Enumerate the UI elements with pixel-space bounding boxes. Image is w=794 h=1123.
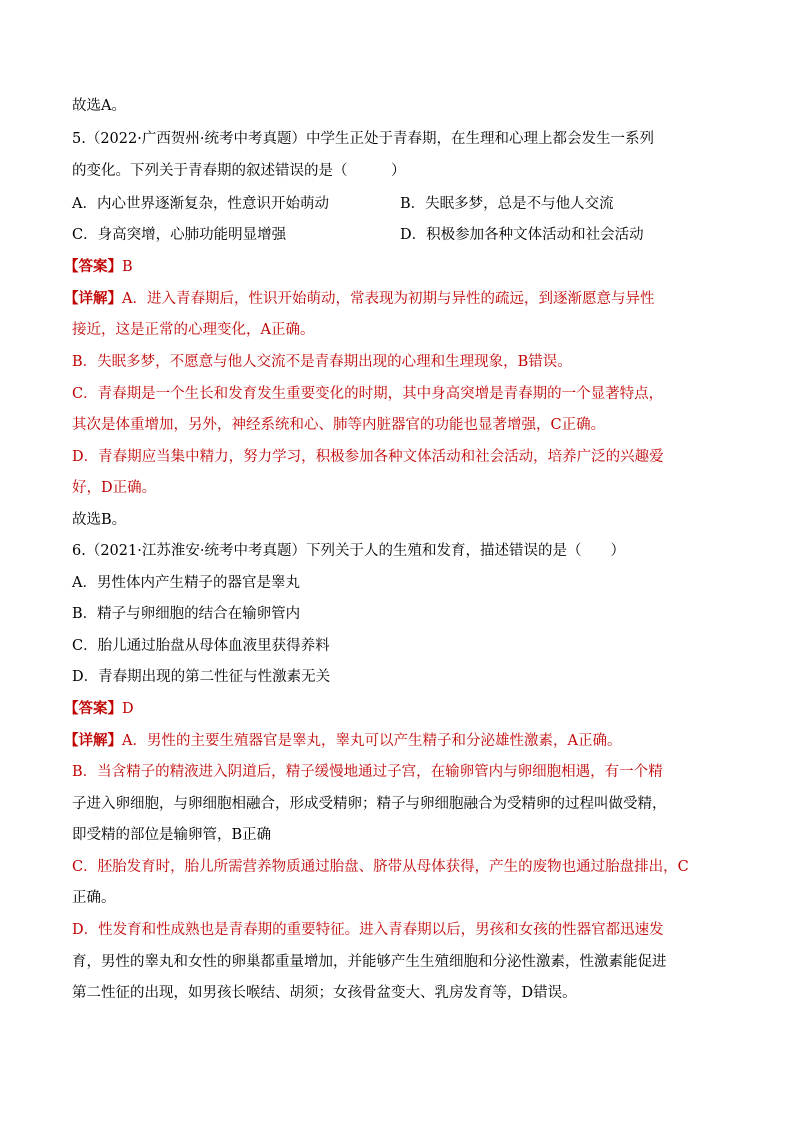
q5-detail-b: B．失眠多梦，不愿意与他人交流不是青春期出现的心理和生理现象，B错误。 xyxy=(72,354,572,370)
q6-answer xyxy=(64,699,134,719)
q6-detail-c-line1: C．胚胎发育时，胎儿所需营养物质通过胎盘、脐带从母体获得，产生的废物也通过胎盘排出，C xyxy=(72,859,689,875)
q5-detail-a-line2: 接近，这是正常的心理变化，A正确。 xyxy=(72,322,315,338)
q5-detail-c-line2: 其次是体重增加，另外，神经系统和心、肺等内脏器官的功能也显著增强，C正确。 xyxy=(72,417,606,433)
q5-detail-a-text1: A．进入青春期后，性识开始萌动，常表现为初期与异性的疏远，到逐渐愿意与异性 xyxy=(122,291,655,307)
q4-conclusion: 故选A。 xyxy=(72,98,126,114)
q5-option-a: A．内心世界逐渐复杂，性意识开始萌动 xyxy=(72,196,329,212)
q6-detail-d-line3: 第二性征的出现，如男孩长喉结、胡须；女孩骨盆变大、乳房发育等，D错误。 xyxy=(72,985,577,1001)
q6-answer-value: D xyxy=(122,701,134,717)
q6-option-b: B．精子与卵细胞的结合在输卵管内 xyxy=(72,606,301,622)
q6-detail-b-line2: 子进入卵细胞，与卵细胞相融合，形成受精卵；精子与卵细胞融合为受精卵的过程叫做受精， xyxy=(72,796,667,812)
q6-detail-b-line3: 即受精的部位是输卵管，B正确 xyxy=(72,827,272,843)
q5-answer xyxy=(64,257,133,277)
q5-detail-a-line1 xyxy=(64,289,654,309)
q5-options-row2 xyxy=(72,225,752,245)
q6-detail-d-line1: D．性发育和性成熟也是青春期的重要特征。进入青春期以后，男孩和女孩的性器官都迅速发 xyxy=(72,922,664,938)
q5-conclusion: 故选B。 xyxy=(72,512,127,528)
q6-detail-a xyxy=(64,731,621,751)
q6-detail-d-line2: 育，男性的睾丸和女性的卵巢都重量增加，并能够产生生殖细胞和分泌性激素，性激素能促进 xyxy=(72,954,667,970)
q5-options-row1 xyxy=(72,194,752,214)
q6-detail-tag: 【详解】 xyxy=(64,732,122,749)
q6-option-c: C．胎儿通过胎盘从母体血液里获得养料 xyxy=(72,638,330,654)
q5-detail-d-line2: 好，D正确。 xyxy=(72,480,157,496)
q5-answer-tag: 【答案】 xyxy=(64,258,122,275)
q5-detail-tag: 【详解】 xyxy=(64,290,122,307)
q6-option-a: A．男性体内产生精子的器官是睾丸 xyxy=(72,575,300,591)
q6-detail-c-line2: 正确。 xyxy=(72,890,116,906)
q6-answer-tag: 【答案】 xyxy=(64,700,122,717)
q5-stem-line2: 的变化。下列关于青春期的叙述错误的是（ ） xyxy=(72,163,406,179)
q5-option-b: B．失眠多梦，总是不与他人交流 xyxy=(400,196,614,212)
q5-stem-line1: 5.（2022·广西贺州·统考中考真题）中学生正处于青春期，在生理和心理上都会发生一系列 xyxy=(72,131,654,147)
q6-stem: 6.（2021·江苏淮安·统考中考真题）下列关于人的生殖和发育，描述错误的是（ ） xyxy=(72,543,625,559)
q5-option-c: C．身高突增，心肺功能明显增强 xyxy=(72,227,287,243)
q6-detail-b-line1: B．当含精子的精液进入阴道后，精子缓慢地通过子宫，在输卵管内与卵细胞相遇，有一个精 xyxy=(72,764,663,780)
q5-option-d: D．积极参加各种文体活动和社会活动 xyxy=(400,227,644,243)
q6-option-d: D．青春期出现的第二性征与性激素无关 xyxy=(72,669,331,685)
q5-detail-c-line1: C．青春期是一个生长和发育发生重要变化的时期，其中身高突增是青春期的一个显著特点， xyxy=(72,386,664,402)
q5-detail-d-line1: D．青春期应当集中精力，努力学习，积极参加各种文体活动和社会活动，培养广泛的兴趣爱 xyxy=(72,449,664,465)
q6-detail-a-text: A．男性的主要生殖器官是睾丸，睾丸可以产生精子和分泌雄性激素，A正确。 xyxy=(122,733,622,749)
q5-answer-value: B xyxy=(122,259,133,275)
